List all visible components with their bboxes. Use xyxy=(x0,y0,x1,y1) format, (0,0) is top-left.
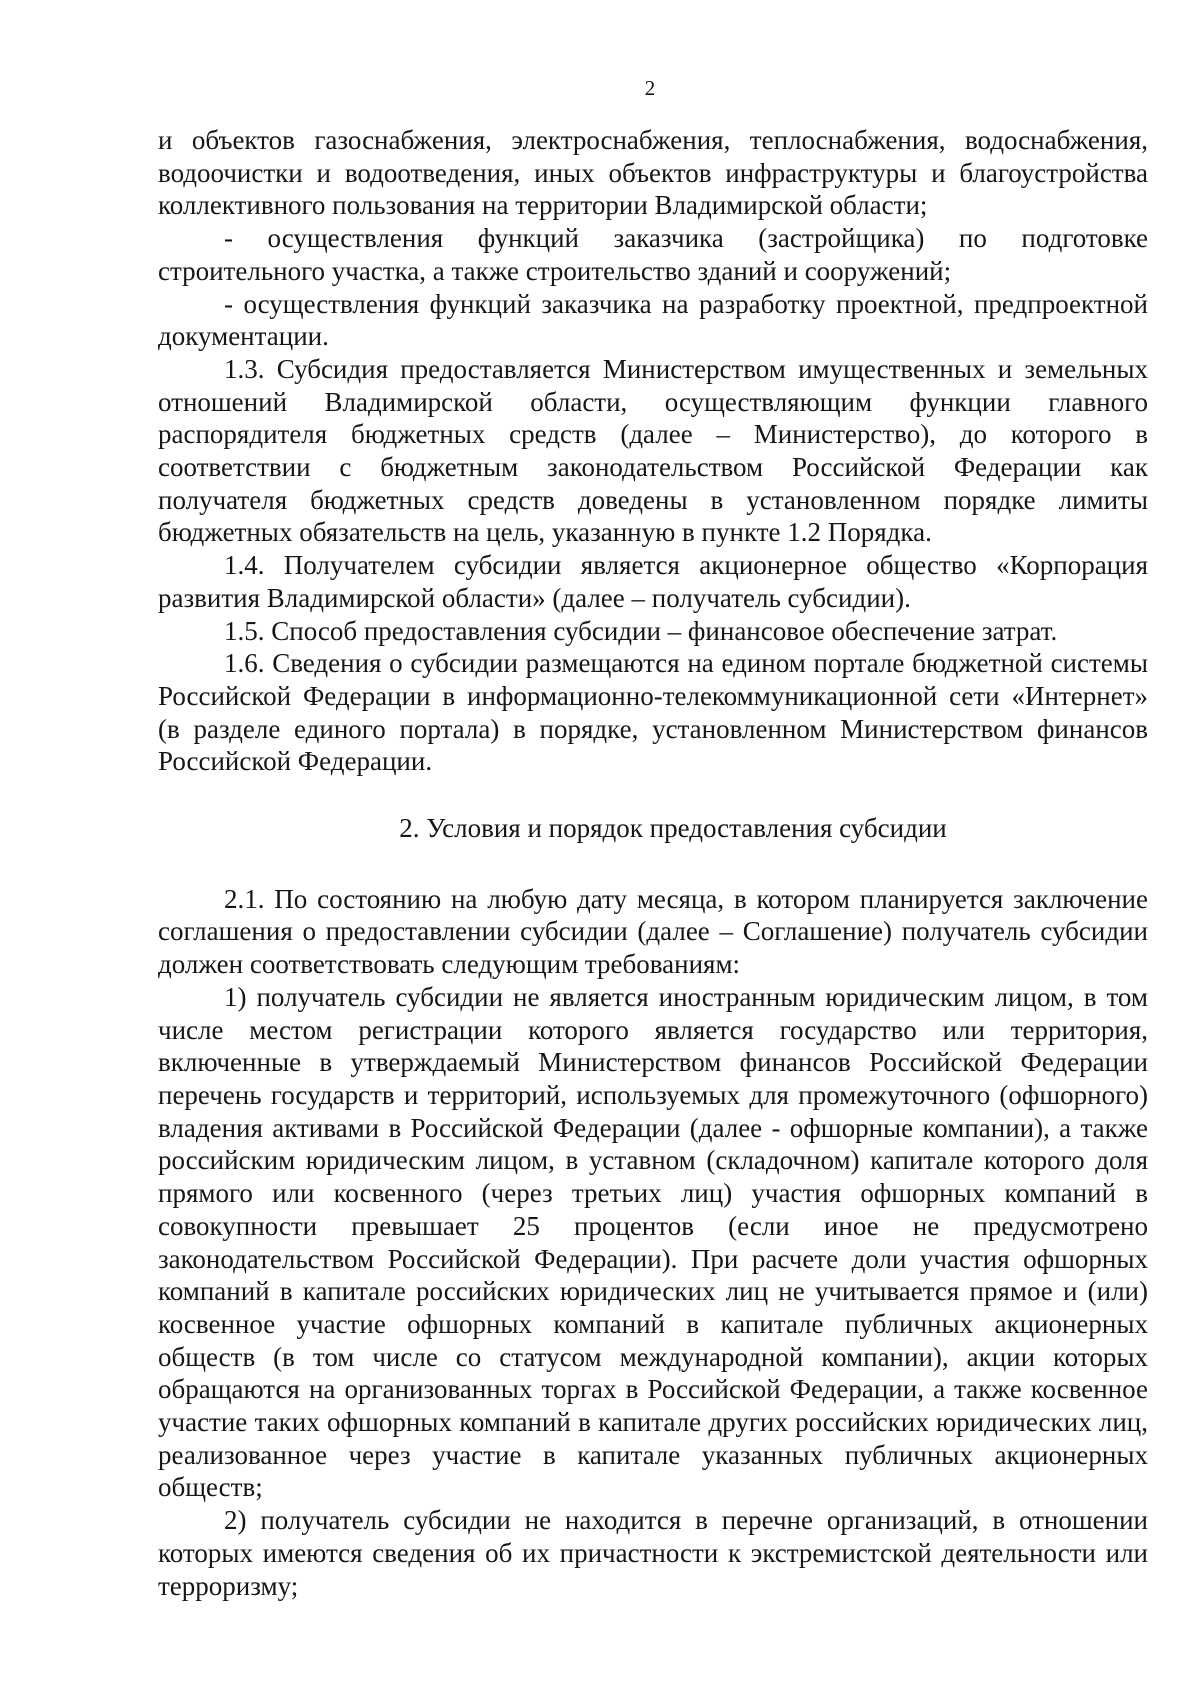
section-heading: 2. Условия и порядок предоставления субсидии xyxy=(399,813,947,844)
paragraph-1-4: 1.4. Получателем субсидии является акционерное общество «Корпорация развития Владимирской области» (далее – получатель субсидии). xyxy=(158,550,1148,613)
paragraph-2-1: 2.1. По состоянию на любую дату месяца, в котором планируется заключение соглашения о предоставлении субсидии (далее – Соглашение) получатель субсидии должен соответствовать следующим требованиям: xyxy=(158,883,1148,980)
paragraph-continuation: и объектов газоснабжения, электроснабжения, теплоснабжения, водоснабжения, водоочистки и водоотведения, иных объектов инфраструктуры и благоустройства коллективного пользования на территории Владимирской области; xyxy=(158,125,1148,221)
paragraph-dash-item-1: - осуществления функций заказчика (застройщика) по подготовке строительного участка, а также строительство зданий и сооружений; xyxy=(158,223,1148,286)
paragraph-requirement-2: 2) получатель субсидии не находится в перечне организаций, в отношении которых имеются сведения об их причастности к экстремистской деятельности или терроризму; xyxy=(158,1505,1148,1601)
paragraph-requirement-1: 1) получатель субсидии не является иностранным юридическим лицом, в том числе местом регистрации которого является государство или территория, включенные в утверждаемый Министерством финансов Российской Федерации перечень государств и территорий, используемых для промежуточного (офшорного) владения активами в Российской Федерации (далее - офшорные компании), а также российским юридическим лицом, в уставном (складочном) капитале которого доля прямого или косвенного (через третьих лиц) участия офшорных компаний в совокупности превышает 25 процентов (если иное не предусмотрено законодательством Российской Федерации). При расчете доли участия офшорных компаний в капитале российских юридических лиц не учитывается прямое и (или) косвенное участие офшорных компаний в капитале публичных акционерных обществ (в том числе со статусом международной компании), акции которых обращаются на организованных торгах в Российской Федерации, а также косвенное участие таких офшорных компаний в капитале других российских юридических лиц, реализованное через участие в капитале указанных публичных акционерных обществ; xyxy=(158,981,1148,1503)
page-number: 2 xyxy=(644,76,656,100)
paragraph-dash-item-2: - осуществления функций заказчика на разработку проектной, предпроектной документации. xyxy=(158,288,1148,352)
paragraph-1-5: 1.5. Способ предоставления субсидии – финансовое обеспечение затрат. xyxy=(224,615,1058,646)
paragraph-1-3: 1.3. Субсидия предоставляется Министерством имущественных и земельных отношений Владимирской области, осуществляющим функции главного распорядителя бюджетных средств (далее – Министерство), до которого в соответствии с бюджетным законодательством Российской Федерации как получателя бюджетных средств доведены в установленном порядке лимиты бюджетных обязательств на цель, указанную в пункте 1.2 Порядка. xyxy=(158,353,1148,548)
paragraph-1-6: 1.6. Сведения о субсидии размещаются на едином портале бюджетной системы Российской Федерации в информационно-телекоммуникационной сети «Интернет» (в разделе единого портала) в порядке, установленном Министерством финансов Российской Федерации. xyxy=(158,648,1148,777)
document-body xyxy=(158,124,1148,1602)
